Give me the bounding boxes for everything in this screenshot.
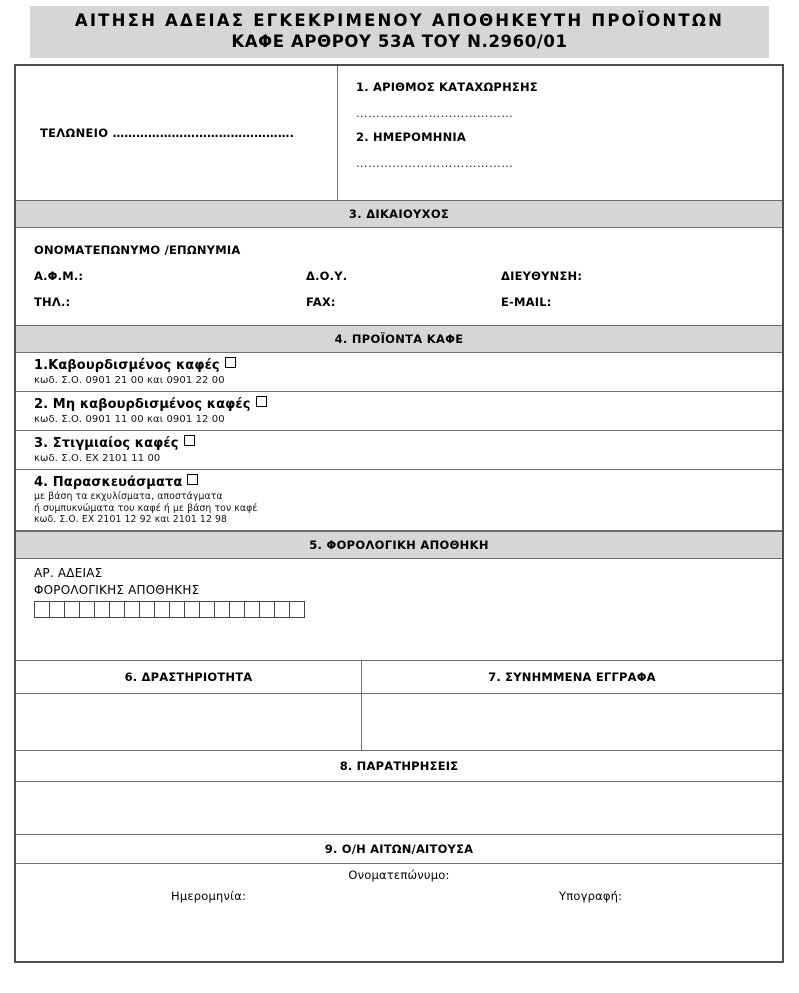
customs-office-cell[interactable] — [16, 66, 338, 200]
tax-warehouse-body — [16, 559, 782, 660]
registration-number-label: 1. ΑΡΙΘΜΟΣ ΚΑΤΑΧΩΡΗΣΗΣ — [356, 80, 538, 94]
applicant-signature-label[interactable]: Υπογραφή: — [559, 888, 623, 903]
applicant-date-label[interactable]: Ημερομηνία: — [171, 888, 247, 903]
activity-documents-header-row — [16, 660, 782, 693]
product-description-line: ή συμπυκνώματα του καφέ ή με βάση τον καφέ — [34, 502, 258, 514]
product-code: κωδ. Σ.Ο. 0901 21 00 και 0901 22 00 — [34, 375, 225, 386]
product-name: 4. Παρασκευάσματα — [34, 475, 183, 490]
checkbox-icon[interactable] — [256, 396, 267, 407]
registration-cell — [338, 66, 782, 200]
product-name-row — [34, 357, 782, 374]
license-number-cell[interactable] — [259, 601, 275, 618]
beneficiary-name-label: ΟΝΟΜΑΤΕΠΩΝΥΜΟ /ΕΠΩΝΥΜΙΑ — [34, 243, 241, 257]
product-name: 1.Καβουρδισμένος καφές — [34, 358, 220, 373]
applicant-body — [16, 864, 782, 961]
afm-label[interactable]: Α.Φ.Μ.: — [34, 269, 84, 283]
license-number-cell[interactable] — [169, 601, 185, 618]
tax-warehouse-label-line-1: ΑΡ. ΑΔΕΙΑΣ — [34, 565, 103, 580]
license-number-cell[interactable] — [199, 601, 215, 618]
activity-documents-body-row — [16, 693, 782, 750]
product-item[interactable] — [16, 431, 782, 470]
license-number-cell[interactable] — [79, 601, 95, 618]
beneficiary-body — [16, 228, 782, 325]
checkbox-icon[interactable] — [184, 435, 195, 446]
fax-label[interactable]: FAX: — [306, 295, 336, 309]
license-number-cell[interactable] — [34, 601, 50, 618]
phone-label[interactable]: ΤΗΛ.: — [34, 295, 71, 309]
license-number-cell[interactable] — [289, 601, 305, 618]
license-number-cell[interactable] — [139, 601, 155, 618]
activity-input[interactable] — [16, 694, 362, 750]
form-frame — [14, 64, 784, 963]
checkbox-icon[interactable] — [225, 357, 236, 368]
section-header-applicant: 9. Ο/Η ΑΙΤΩΝ/ΑΙΤΟΥΣΑ — [16, 835, 782, 864]
doy-label[interactable]: Δ.Ο.Υ. — [306, 269, 348, 283]
product-item[interactable] — [16, 353, 782, 392]
product-description-line: με βάση τα εκχυλίσματα, αποστάγματα — [34, 491, 223, 502]
customs-office-label: ΤΕΛΩΝΕΙΟ ………………………………………. — [40, 126, 295, 140]
registration-date-input[interactable]: ………………………………… — [356, 156, 514, 170]
address-label[interactable]: ΔΙΕΥΘΥΝΣΗ: — [501, 269, 583, 283]
customs-registration-row — [16, 66, 782, 200]
registration-date-label: 2. ΗΜΕΡΟΜΗΝΙΑ — [356, 130, 466, 144]
beneficiary-name-row — [16, 237, 782, 263]
section-header-products: 4. ΠΡΟΪΟΝΤΑ ΚΑΦΕ — [16, 325, 782, 353]
section-header-activity: 6. ΔΡΑΣΤΗΡΙΟΤΗΤΑ — [16, 661, 362, 693]
section-header-tax-warehouse: 5. ΦΟΡΟΛΟΓΙΚΗ ΑΠΟΘΗΚΗ — [16, 531, 782, 559]
form-title-line-2: ΚΑΦΕ ΑΡΘΡΟΥ 53Α ΤΟΥ Ν.2960/01 — [231, 32, 568, 51]
tax-warehouse-license-boxes[interactable] — [34, 601, 782, 618]
registration-number-input[interactable]: ………………………………… — [356, 106, 514, 120]
license-number-cell[interactable] — [184, 601, 200, 618]
license-number-cell[interactable] — [64, 601, 80, 618]
form-title-line-1: ΑΙΤΗΣΗ ΑΔΕΙΑΣ ΕΓΚΕΚΡΙΜΕΝΟΥ ΑΠΟΘΗΚΕΥΤΗ ΠΡΟΪΟΝΤΩΝ — [74, 11, 725, 30]
product-name-row — [34, 474, 782, 491]
section-header-remarks: 8. ΠΑΡΑΤΗΡΗΣΕΙΣ — [16, 750, 782, 782]
checkbox-icon[interactable] — [187, 474, 198, 485]
product-code: κωδ. Σ.Ο. ΕΧ 2101 11 00 — [34, 453, 161, 464]
applicant-name-label[interactable]: Ονοματεπώνυμο: — [348, 867, 450, 882]
beneficiary-row-2 — [16, 289, 782, 315]
tax-warehouse-label-line-2: ΦΟΡΟΛΟΓΙΚΗΣ ΑΠΟΘΗΚΗΣ — [34, 582, 200, 597]
product-name: 2. Μη καβουρδισμένος καφές — [34, 397, 251, 412]
remarks-input[interactable] — [16, 782, 782, 835]
attached-documents-input[interactable] — [362, 694, 782, 750]
product-code: κωδ. Σ.Ο. ΕΧ 2101 12 92 και 2101 12 98 — [34, 514, 228, 525]
license-number-cell[interactable] — [274, 601, 290, 618]
section-header-beneficiary: 3. ΔΙΚΑΙΟΥΧΟΣ — [16, 200, 782, 228]
license-number-cell[interactable] — [49, 601, 65, 618]
license-number-cell[interactable] — [154, 601, 170, 618]
section-header-attached-documents: 7. ΣΥΝΗΜΜΕΝΑ ΕΓΓΡΑΦΑ — [488, 669, 656, 684]
beneficiary-row-1 — [16, 263, 782, 289]
license-number-cell[interactable] — [214, 601, 230, 618]
form-title-banner — [30, 6, 769, 58]
license-number-cell[interactable] — [244, 601, 260, 618]
tax-warehouse-spacer — [34, 618, 782, 648]
product-name-row — [34, 396, 782, 413]
product-code: κωδ. Σ.Ο. 0901 11 00 και 0901 12 00 — [34, 414, 225, 425]
product-item[interactable] — [16, 470, 782, 531]
product-name: 3. Στιγμιαίος καφές — [34, 436, 179, 451]
license-number-cell[interactable] — [109, 601, 125, 618]
email-label[interactable]: E-MAIL: — [501, 295, 552, 309]
product-name-row — [34, 435, 782, 452]
license-number-cell[interactable] — [94, 601, 110, 618]
product-item[interactable] — [16, 392, 782, 431]
license-number-cell[interactable] — [229, 601, 245, 618]
license-number-cell[interactable] — [124, 601, 140, 618]
